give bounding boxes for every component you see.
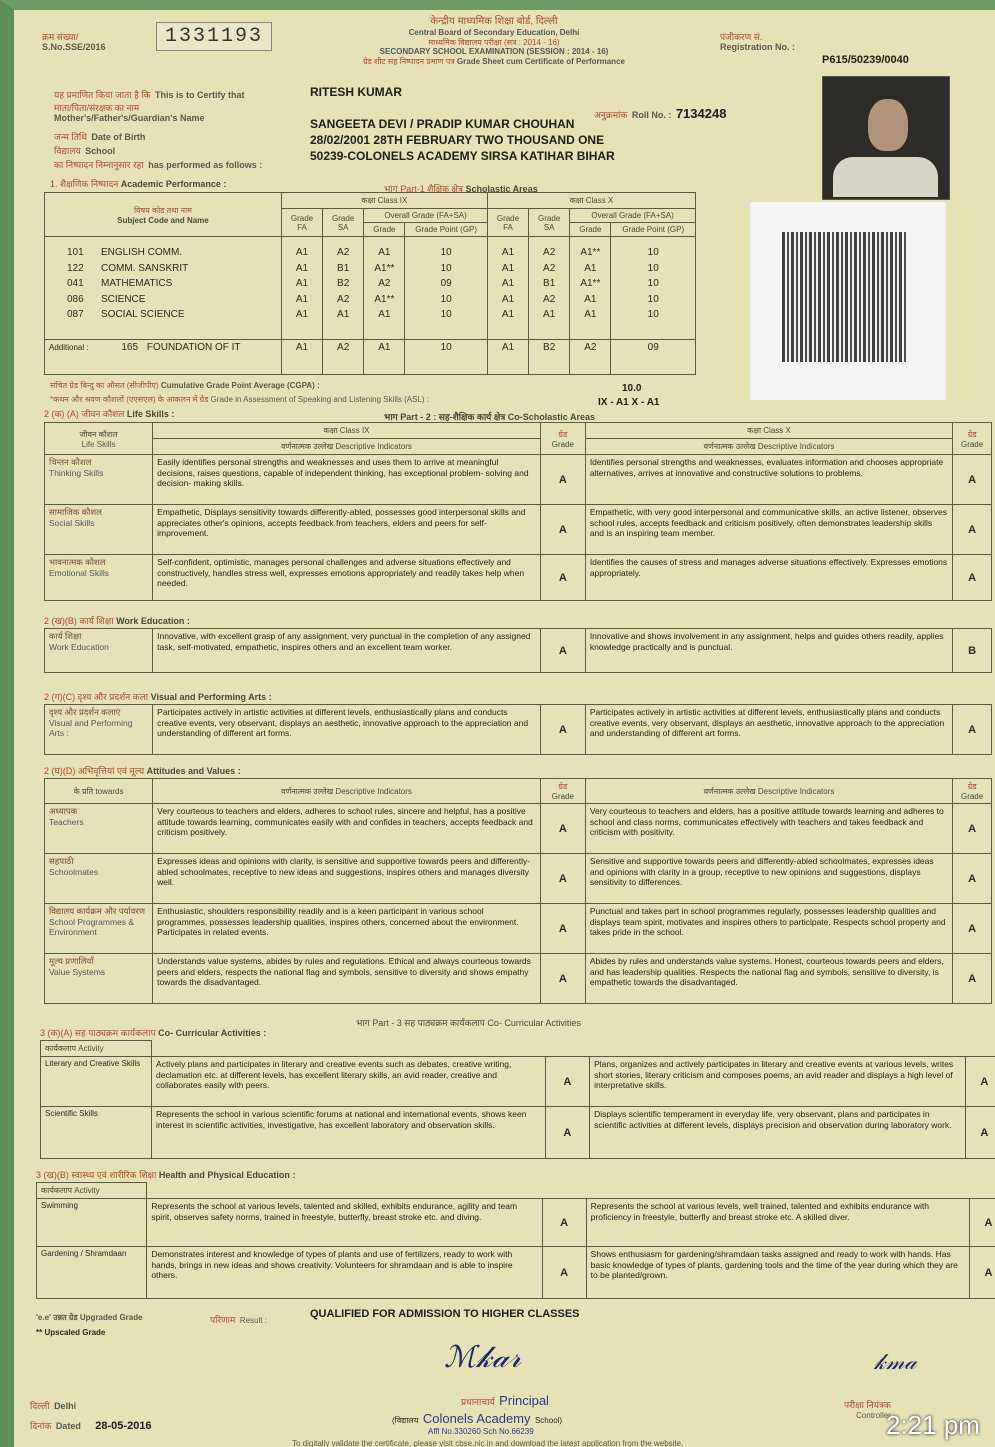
sa9-col: A2 B1 B2 A2 A1: [323, 237, 364, 340]
attitudes-title: 2 (घ)(D) अभिवृत्तियां एवं मूल्य Attitudes and Values :: [44, 766, 241, 776]
roll-label-hi: अनुक्रमांक: [594, 110, 628, 120]
grade-fa-9: Grade FA: [281, 209, 322, 237]
health-header-spacer: [147, 1183, 995, 1199]
activity-row-scientific: Scientific Skills Represents the school in various scientific forums at national and international events, shows keen interest in scientific activities, investigative, has excellent laboratory and observation skills. A Displays scientific temperament in everyday life, very observant, plans and participates in scientific activities at different levels, displays precision and observation during laboratory work. A: [41, 1107, 995, 1159]
controller-signature: 𝓀𝓂𝒶: [874, 1350, 917, 1375]
status-clock: 2:21 pm: [886, 1410, 980, 1440]
qr-code: [782, 232, 906, 362]
gp9-col: 10 10 09 10 10: [405, 237, 487, 340]
grade-10: Grade: [570, 223, 611, 237]
health-col-header: कार्यकलाप Activity: [37, 1183, 147, 1199]
additional-subject-row: Additional : 165 FOUNDATION OF IT A1 A2 A1 10 A1 B2 A2 09: [45, 340, 696, 375]
validation-note: To digitally validate the certificate, please visit cbse.nic.in and download the latest application from the website.: [292, 1439, 684, 1447]
att-grade10-h: ग्रेड Grade: [953, 779, 992, 804]
part2-title: भाग Part - 2 : सह-शैक्षिक कार्य क्षेत्र Co-Scholastic Areas: [384, 412, 595, 422]
reg-number: P615/50239/0040: [822, 54, 909, 66]
g9-col: A1 A1** A2 A1** A1: [364, 237, 405, 340]
reg-label-en: Registration No. :: [720, 42, 796, 52]
co-curricular-table: [40, 1040, 995, 1159]
activity-row-literary: Literary and Creative Skills Actively plans and participates in literary and creative events such as debates, creative writing, declamation etc. at different levels, has excellent literary skills, an avid reader, creative and collaborates easily with peers. A Plans, organizes and actively participates in literary and creative events at various levels, writes short stories, literary criticism and composes poems, an avid reader and displays a high level of interpretative skills. A: [41, 1057, 995, 1107]
vpa-row: दृश्य और प्रदर्शन कलाएं Visual and Performing Arts : Participates actively in artistic activities at different levels, enthusiastically plans and conducts creative events, very observant, displays an aesthetic, innovative approach to the appreciation and understanding of different art forms. A Participates actively in artistic activities at different levels, enthusiastically plans and conducts creative events, very observant, displays an aesthetic, innovative approach to the appreciation and understanding of different art forms. A: [45, 705, 992, 755]
exam-name-hi: माध्यमिक विद्यालय परीक्षा (सत्र : 2014 - 16): [428, 37, 560, 47]
life-row-thinking: चिन्तन कौशल Thinking Skills Easily identifies personal strengths and weaknesses and uses them to arrive at meaningful decisions, raises questions, capable of independent thinking, has exceptional problem- solving and decision- making skills. A Identifies personal strengths and weaknesses, evaluates information and chooses appropriate alternatives, arrives at innovative and constructive solutions to problems. A: [45, 455, 992, 505]
serial-label-en: S.No.SSE/2016: [42, 42, 106, 52]
academic-title-en: Academic Performance :: [120, 179, 227, 189]
life-row-social: सामाजिक कौशल Social Skills Empathetic, Displays sensitivity towards differently-abled, possesses good interpersonal skills and appreciates other's opinions, accepts feedback from teachers, elders and peers for self-improvement. A Empathetic, with very good interpersonal and communicative skills, an active listener, observes school rules, accepts feedback and criticism positively, often demonstrates leadership skills and is an inspiring team member. A: [45, 505, 992, 555]
life-row-emotional: भावनात्मक कौशल Emotional Skills Self-confident, optimistic, manages personal challenges and adverse situations effectively and constructively, handles stress well, expresses emotions appropriately and readily takes help when needed. A Identifies the causes of stress and manages adverse situations effectively. Expresses emotions appropriately. A: [45, 555, 992, 601]
life-skills-title: 2 (क) (A) जीवन कौशल Life Skills :: [44, 409, 175, 419]
place-line: दिल्ली Delhi: [30, 1401, 77, 1411]
certify-hi: यह प्रमाणित किया जाता है कि: [54, 90, 151, 100]
att-row-programmes: विद्यालय कार्यक्रम और पर्यावरण School Programmes & Environment Enthusiastic, shoulders responsibility readily and is a keen participant in various school programmes, possesses leadership qualities, inspires others, concerned about the environment. Participates in related events. A Punctual and takes part in school programmes regularly, possesses leadership qualities and displays team spirit, motivates and inspires others to participate. Respects school property and takes pride in the school. A: [45, 904, 992, 954]
controller-block: परीक्षा नियंत्रक Controller: [844, 1400, 891, 1420]
grade-9: Grade: [364, 223, 405, 237]
parent-names: SANGEETA DEVI / PRADIP KUMAR CHOUHAN: [310, 117, 575, 131]
g10-col: A1** A1 A1** A1 A1: [570, 237, 611, 340]
subjects-block: [45, 237, 696, 340]
school-label-en: School: [85, 146, 116, 156]
roll-label-en: Roll No. :: [631, 110, 672, 120]
affiliation-stamp: Affl No.330260 Sch No.66239: [428, 1427, 534, 1436]
part1-title-hi: भाग Part-1 शैक्षिक क्षेत्र: [384, 184, 463, 194]
performed-hi: का निष्पादन निम्नानुसार रहा: [54, 160, 144, 170]
student-name: RITESH KUMAR: [310, 85, 402, 99]
overall-10: Overall Grade (FA+SA): [570, 209, 696, 223]
dob-value: 28/02/2001 28TH FEBRUARY TWO THOUSAND ONE: [310, 133, 605, 147]
principal-signature: ℳ𝓀𝒶𝓇: [444, 1340, 522, 1375]
part3-title: भाग Part - 3 सह पाठ्यक्रम कार्यकलाप Co- Curricular Activities: [356, 1018, 581, 1028]
grade-sa-10: Grade SA: [529, 209, 570, 237]
cert-title-en: Grade Sheet cum Certificate of Performance: [456, 56, 625, 66]
class9-header: कक्षा Class IX: [281, 193, 487, 209]
activity-col-header: कार्यकलाप Activity: [41, 1041, 152, 1057]
roll-number: 7134248: [675, 106, 727, 121]
health-table: [36, 1182, 995, 1299]
life-desc9-h: वर्णनात्मक उल्लेख Descriptive Indicators: [153, 439, 541, 455]
life-skills-table: [44, 422, 992, 601]
att-row-schoolmates: सहपाठी Schoolmates Expresses ideas and opinions with clarity, is sensitive and supportive towards peers and differently-abled schoolmates, receptive to new ideas and suggestions, inspires others and manages diversity well. A Sensitive and supportive towards peers and differently-abled schoolmates, expresses ideas and opinions with clarity in a group, receptive to new opinions and suggestions, displays sensitivity to differences. A: [45, 854, 992, 904]
asl-value: IX - A1 X - A1: [598, 397, 660, 408]
certify-en: This is to Certify that: [155, 90, 245, 100]
att-row-values: मूल्य प्रणालियाँ Value Systems Understands value systems, abides by rules and regulations. Ethical and always courteous towards peers and elders, respects the national flag and symbols, sensitive to diversity and shows empathy towards the disadvantaged. A Abides by rules and understands value systems. Honest, courteous towards peers and elders, and has leadership qualities. Respects the national flag and symbols, sensitive to diversity, is empathetic towards the disadvantaged. A: [45, 954, 992, 1004]
asl-label: *कथन और श्रवण कौशलों (एएसएल) के आकलन में ग्रेड Grade in Assessment of Speaking and Listening Skills (ASL) :: [50, 395, 430, 404]
cgpa-label: संचित ग्रेड बिन्दु का औसत (सीजीपीए) Cumulative Grade Point Average (CGPA) :: [50, 381, 320, 390]
grade-sa-9: Grade SA: [323, 209, 364, 237]
fa9-col: A1 A1 A1 A1 A1: [281, 237, 322, 340]
parent-label-en: Mother's/Father's/Guardian's Name: [54, 113, 205, 123]
cert-title-hi: ग्रेड शीट सह निष्पादन प्रमाण पत्र: [363, 56, 455, 66]
life-grade9-h: ग्रेड Grade: [540, 423, 585, 455]
health-title: 3 (ख)(B) स्वास्थ्य एवं शारीरिक शिक्षा Health and Physical Education :: [36, 1170, 296, 1180]
serial-number: 1331193: [156, 22, 272, 51]
work-education-table: [44, 628, 992, 673]
sa10-col: A2 A2 B1 A2 A1: [529, 237, 570, 340]
attitudes-table: [44, 778, 992, 1004]
co-curricular-title: 3 (क)(A) सह पाठ्यक्रम कार्यकलाप Co- Curricular Activities :: [40, 1028, 267, 1038]
overall-9: Overall Grade (FA+SA): [364, 209, 488, 223]
life-grade10-h: ग्रेड Grade: [953, 423, 992, 455]
school-stamp-line: (विद्यालय Colonels Academy School): [392, 1411, 563, 1426]
class10-header: कक्षा Class X: [487, 193, 695, 209]
result-value: QUALIFIED FOR ADMISSION TO HIGHER CLASSES: [310, 1308, 580, 1320]
school-label-hi: विद्यालय: [54, 146, 81, 156]
cgpa-value: 10.0: [622, 383, 642, 394]
vpa-table: [44, 704, 992, 755]
subject-col-header: विषय कोड तथा नाम Subject Code and Name: [45, 193, 282, 237]
activity-header-spacer: [152, 1041, 995, 1057]
gp-9: Grade Point (GP): [405, 223, 487, 237]
qr-code-panel: [750, 202, 946, 400]
academic-title-hi: 1. शैक्षणिक निष्पादन: [50, 179, 119, 189]
att-row-teachers: अध्यापक Teachers Very courteous to teachers and elders, adheres to school rules, sincere and helpful, has a positive attitude towards learning, communicates easily with and confides in teachers, accepts feedback and criticism positively. A Very courteous to teachers and elders, has a positive attitude towards learning and adheres to school and class norms, communicates effectively with teachers and takes feedback and criticism with positivity. A: [45, 804, 992, 854]
life-class9: कक्षा Class IX: [153, 423, 541, 439]
dob-label-hi: जन्म तिथि: [54, 132, 87, 142]
board-name-hi: केन्द्रीय माध्यमिक शिक्षा बोर्ड, दिल्ली: [430, 16, 558, 27]
board-name-en: Central Board of Secondary Education, Delhi: [408, 28, 580, 37]
health-row-gardening: Gardening / Shramdaan Demonstrates interest and knowledge of types of plants and use of fertilizers, ready to work with hands, brings in new ideas and shows creativity. Volunteers for shramdaan and is able to inspire others. A Shows enthusiasm for gardening/shramdaan tasks assigned and ready to work with hands. Has basic knowledge of types of plants, gardening tools and the time of the year during which they are to be planted/grown. A: [37, 1247, 995, 1299]
school-value: 50239-COLONELS ACADEMY SIRSA KATIHAR BIHAR: [310, 149, 615, 163]
towards-col-header: के प्रति towards: [45, 779, 153, 804]
academic-title: [50, 177, 226, 190]
work-title: 2 (ख)(B) कार्य शिक्षा Work Education :: [44, 616, 190, 626]
health-row-swimming: Swimming Represents the school at various levels, talented and skilled, exhibits endurance, agility and team spirit, observes safety norms, trained in freestyle, butterfly, breast stroke etc. and diving. A Represents the school at various levels, well trained, talented and exhibits endurance with proficiency in freestyle, butterfly and breast stroke etc. A skilled diver. A: [37, 1199, 995, 1247]
exam-name-en: SECONDARY SCHOOL EXAMINATION (SESSION : 2014 - 16): [379, 47, 609, 57]
att-desc9-h: वर्णनात्मक उल्लेख Descriptive Indicators: [153, 779, 541, 804]
result-label: परिणाम Result :: [210, 1315, 267, 1325]
att-desc10-h: वर्णनात्मक उल्लेख Descriptive Indicators: [585, 779, 952, 804]
principal-block: प्रधानाचार्य Principal: [461, 1393, 549, 1408]
work-row: कार्य शिक्षा Work Education Innovative, with excellent grasp of any assignment, very punctual in the completion of any assigned task, self-motivated, empathetic, inspires others and an excellent team worker. A Innovative and shows involvement in any assignment, helps and guides others readily, applies knowledge practically and is punctual. B: [45, 629, 992, 673]
gp-10: Grade Point (GP): [611, 223, 696, 237]
fa10-col: A1 A1 A1 A1 A1: [487, 237, 528, 340]
serial-label-hi: क्रम संख्या/: [42, 32, 79, 42]
att-grade9-h: ग्रेड Grade: [540, 779, 585, 804]
board-heading: [294, 16, 694, 66]
life-desc10-h: वर्णनात्मक उल्लेख Descriptive Indicators: [585, 439, 952, 455]
parent-label-hi: माता/पिता/संरक्षक का नाम: [54, 103, 140, 113]
performed-en: has performed as follows :: [148, 160, 263, 170]
student-photo: [822, 76, 950, 200]
part1-title-en: Scholastic Areas: [465, 184, 538, 194]
vpa-title: 2 (ग)(C) दृश्य और प्रदर्शन कला Visual and Performing Arts :: [44, 692, 272, 702]
subject-list: 101 ENGLISH COMM. 122 COMM. SANSKRIT 041 MATHEMATICS 086 SCIENCE 087 SOCIAL SCIENCE: [45, 237, 282, 340]
life-class10: कक्षा Class X: [585, 423, 952, 439]
dob-label-en: Date of Birth: [91, 132, 146, 142]
gp10-col: 10 10 10 10 10: [611, 237, 696, 340]
date-line: दिनांक Dated 28-05-2016: [30, 1420, 152, 1432]
upscaled-note: ** Upscaled Grade: [36, 1328, 106, 1337]
reg-label-hi: पंजीकरण सं.: [720, 32, 763, 42]
upgraded-note: 'e.e' उन्नत ग्रेड Upgraded Grade: [36, 1313, 143, 1322]
grade-fa-10: Grade FA: [487, 209, 528, 237]
life-col-header: जीवन कौशल Life Skills: [45, 423, 153, 455]
scholastic-table: [44, 192, 696, 375]
